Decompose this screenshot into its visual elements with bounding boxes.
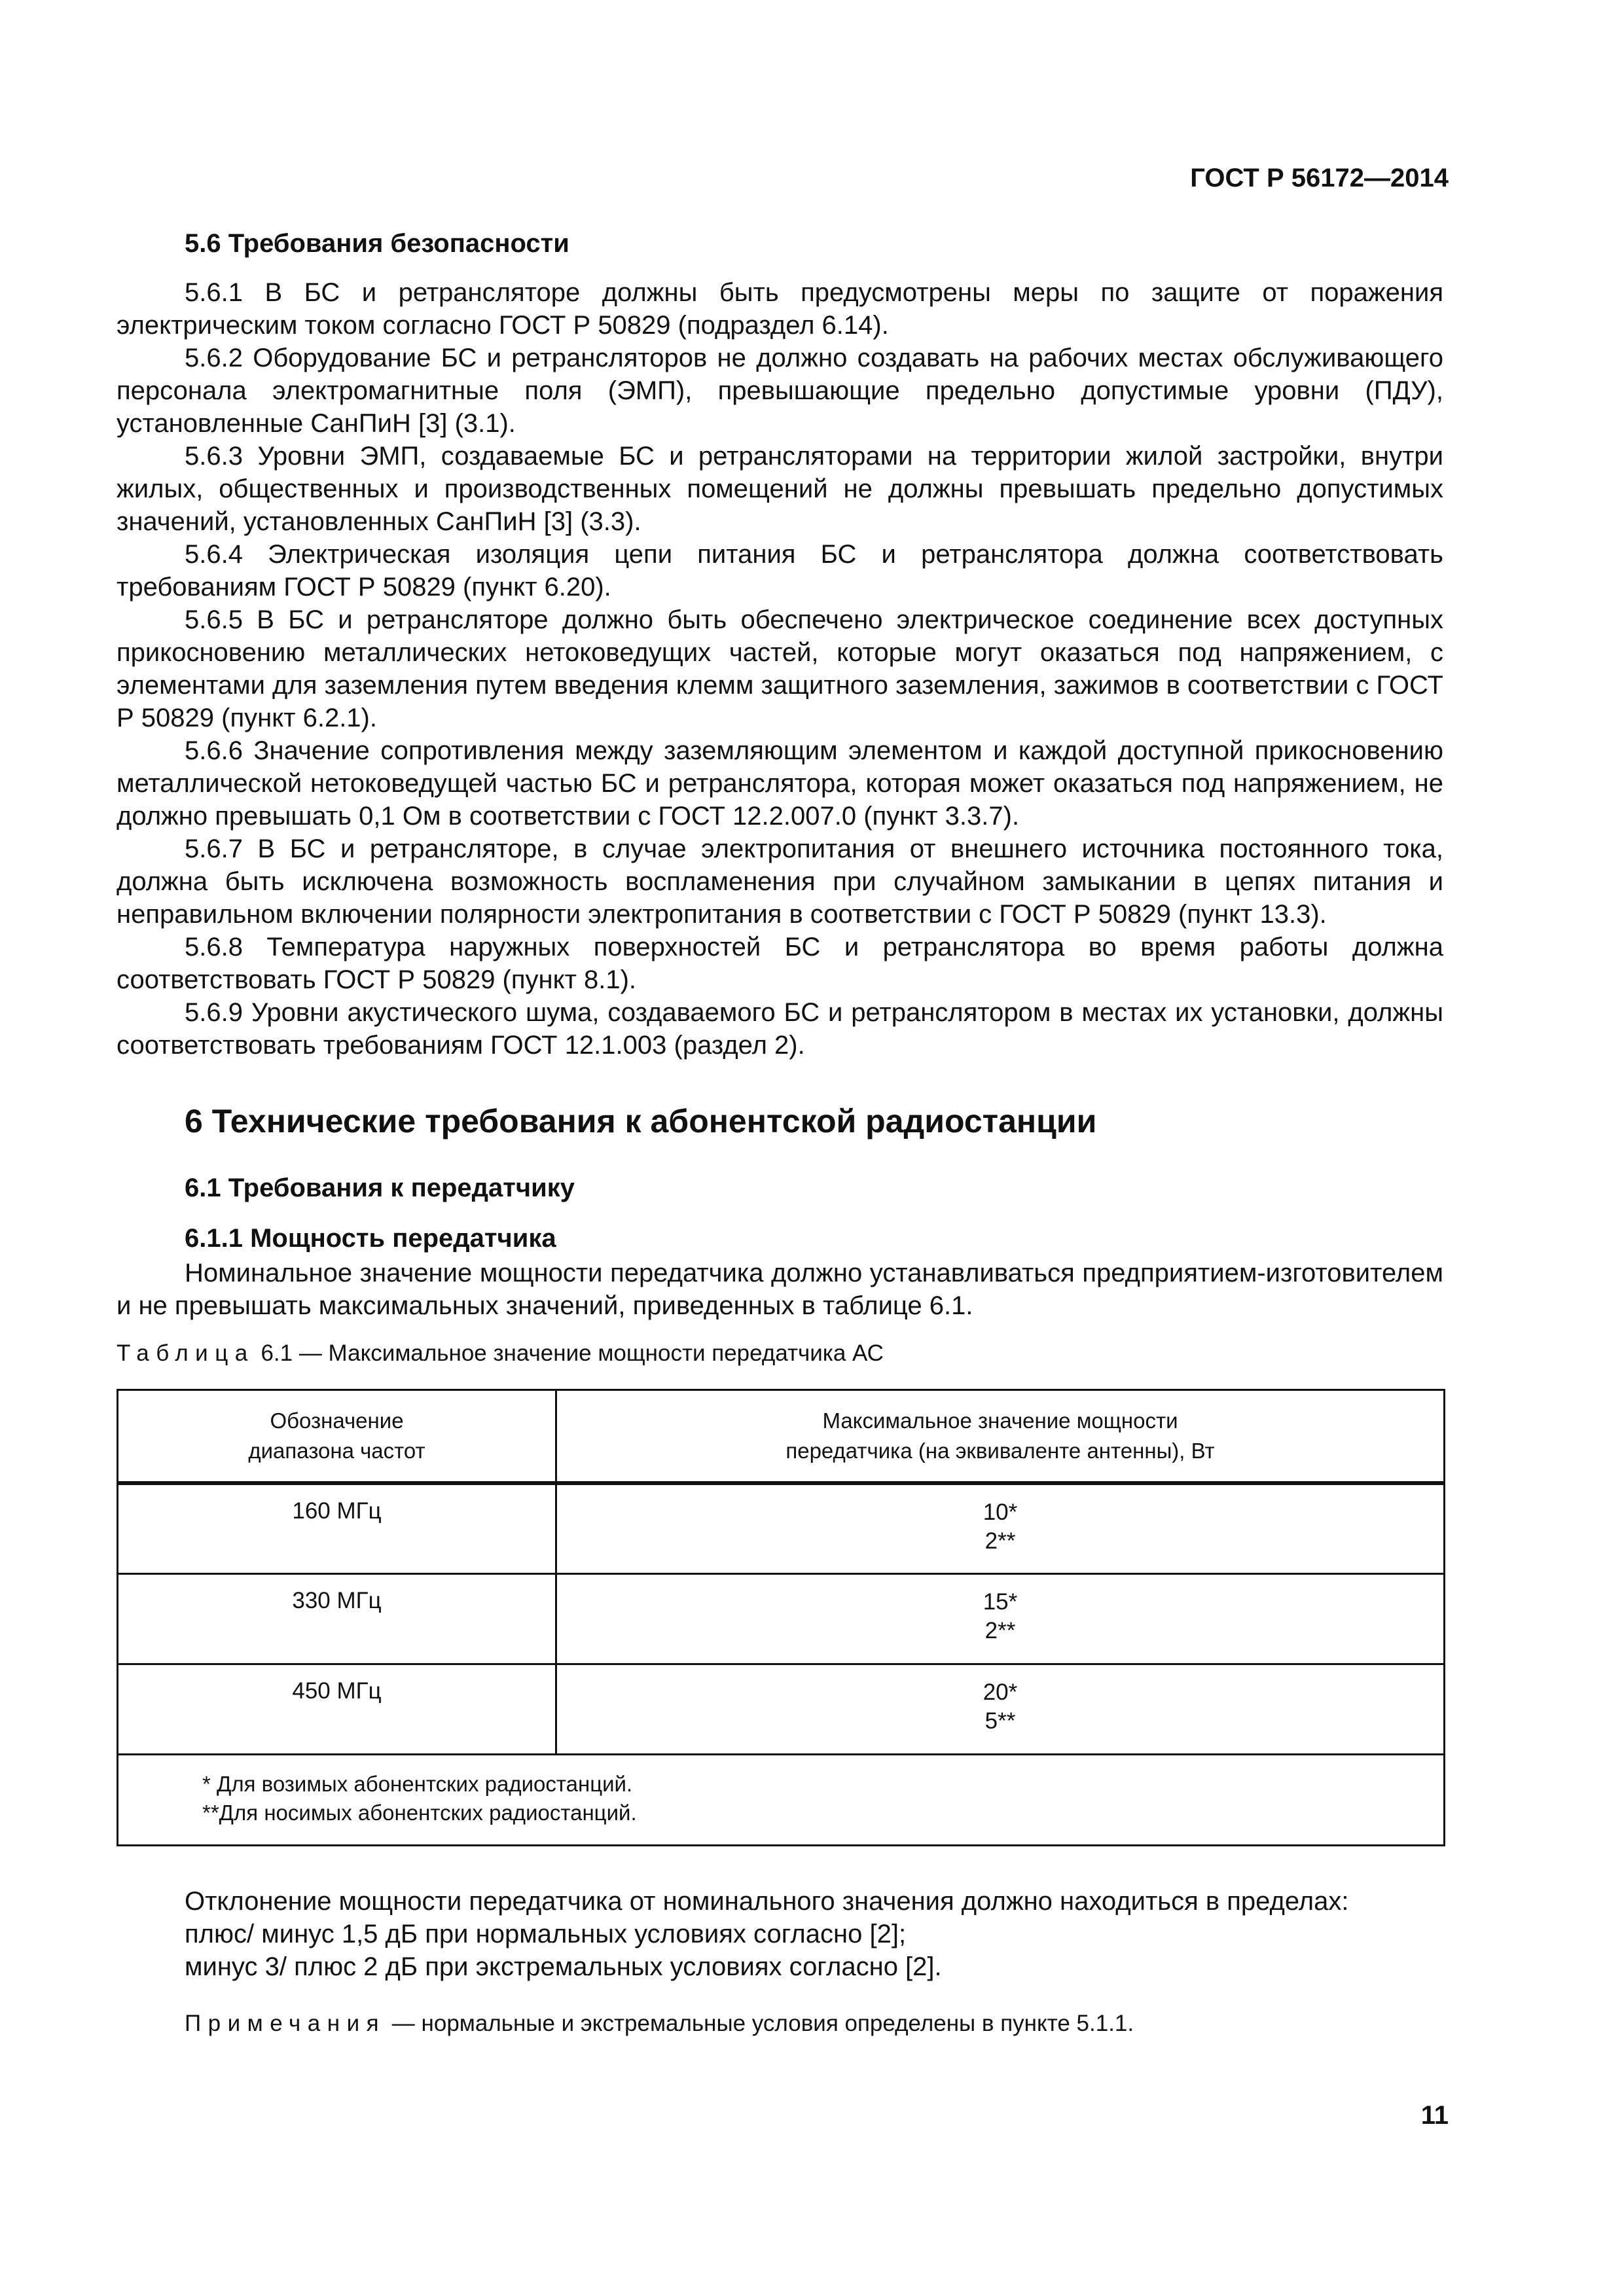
section-6-1-1-title: 6.1.1 Мощность передатчика [185,1224,556,1253]
column-header-band: Обозначение диапазона частот [118,1390,556,1484]
paragraph-5-6-8: 5.6.8 Температура наружных поверхностей БС и ретранслятора во время работы должна соответствовать ГОСТ Р 50829 (пункт 8.1). [117,933,1443,994]
paragraph-6-1-1: Номинальное значение мощности передатчика должно устанавливаться предприятием-изготовителем и не превышать максимальных значений, приведенных в таблице 6.1. [117,1259,1443,1320]
paragraph-5-6-2: 5.6.2 Оборудование БС и ретрансляторов не должно создавать на рабочих местах обслуживающего персонала электромагнитные поля (ЭМП), превышающие предельно допустимые уровни (ПДУ), установленные СанПиН [3] (3.1). [117,344,1443,438]
section-5-6-body [117,276,1443,1062]
band-cell: 450 МГц [118,1664,556,1754]
table-caption [117,1340,884,1367]
section-5-6-title: 5.6 Требования безопасности [185,229,569,258]
power-cell: 15* 2** [556,1573,1445,1664]
note-text: — нормальные и экстремальные условия определены в пункте 5.1.1. [386,2011,1134,2036]
paragraph-5-6-4: 5.6.4 Электрическая изоляция цепи питания БС и ретранслятора должна соответствовать требованиям ГОСТ Р 50829 (пункт 6.20). [117,540,1443,601]
paragraph-5-6-9: 5.6.9 Уровни акустического шума, создаваемого БС и ретранслятором в местах их установки, должны соответствовать требованиям ГОСТ 12.1.003 (раздел 2). [117,998,1443,1060]
table-caption-text: 6.1 — Максимальное значение мощности передатчика АС [254,1340,884,1366]
table-caption-prefix: Таблица [117,1340,255,1366]
power-cell: 20* 5** [556,1664,1445,1754]
paragraph-5-6-6: 5.6.6 Значение сопротивления между заземляющим элементом и каждой доступной прикосновению металлической нетоковедущей частью БС и ретранслятора, которая может оказаться под напряжением, не должно превышать 0,1 Ом в соответствии с ГОСТ 12.2.007.0 (пункт 3.3.7). [117,736,1443,831]
section-6-1-1-body [117,1257,1443,1322]
section-6-title: 6 Технические требования к абонентской радиостанции [185,1103,1097,1139]
table-footnotes [118,1754,1445,1845]
note [185,2011,1134,2037]
section-6-1-title: 6.1 Требования к передатчику [185,1174,575,1202]
note-label: Примечания [185,2011,386,2036]
power-cell: 10* 2** [556,1483,1445,1573]
band-cell: 330 МГц [118,1573,556,1664]
table-header-row [118,1390,1445,1484]
paragraph-5-6-3: 5.6.3 Уровни ЭМП, создаваемые БС и ретрансляторами на территории жилой застройки, внутри жилых, общественных и производственных помещений не должны превышать предельно допустимых значений, установленных СанПиН [3] (3.3). [117,442,1443,536]
paragraph-5-6-1: 5.6.1 В БС и ретрансляторе должны быть предусмотрены меры по защите от поражения электрическим током согласно ГОСТ Р 50829 (подраздел 6.14). [117,278,1443,340]
column-header-power: Максимальное значение мощности передатчика (на эквиваленте антенны), Вт [556,1390,1445,1484]
footnote-portable: **Для носимых абонентских радиостанций. [202,1800,637,1825]
standard-designation: ГОСТ Р 56172—2014 [1190,164,1449,192]
table-footnote-row [118,1754,1445,1845]
paragraph-5-6-7: 5.6.7 В БС и ретрансляторе, в случае электропитания от внешнего источника постоянного тока, должна быть исключена возможность воспламенения при случайном замыкании в цепях питания и неправильном включении полярности электропитания в соответствии с ГОСТ Р 50829 (пункт 13.3). [117,834,1443,929]
paragraph-5-6-5: 5.6.5 В БС и ретрансляторе должно быть обеспечено электрическое соединение всех доступных прикосновению металлических нетоковедущих частей, которые могут оказаться под напряжением, с элементами для заземления путем введения клемм защитного заземления, зажимов в соответствии с ГОСТ Р 50829 (пункт 6.2.1). [117,605,1443,732]
deviation-text: Отклонение мощности передатчика от номинального значения должно находиться в пределах: плюс/ минус 1,5 дБ при нормальных условиях согласно [2]; минус 3/ плюс 2 дБ при экстремальных условиях согласно [2]. [185,1887,1349,1981]
page-number: 11 [1420,2101,1449,2130]
table-row [118,1664,1445,1754]
table-row [118,1573,1445,1664]
power-table [117,1389,1445,1846]
band-cell: 160 МГц [118,1483,556,1573]
table-row [118,1483,1445,1573]
footnote-vehicle: * Для возимых абонентских радиостанций. [202,1771,633,1796]
